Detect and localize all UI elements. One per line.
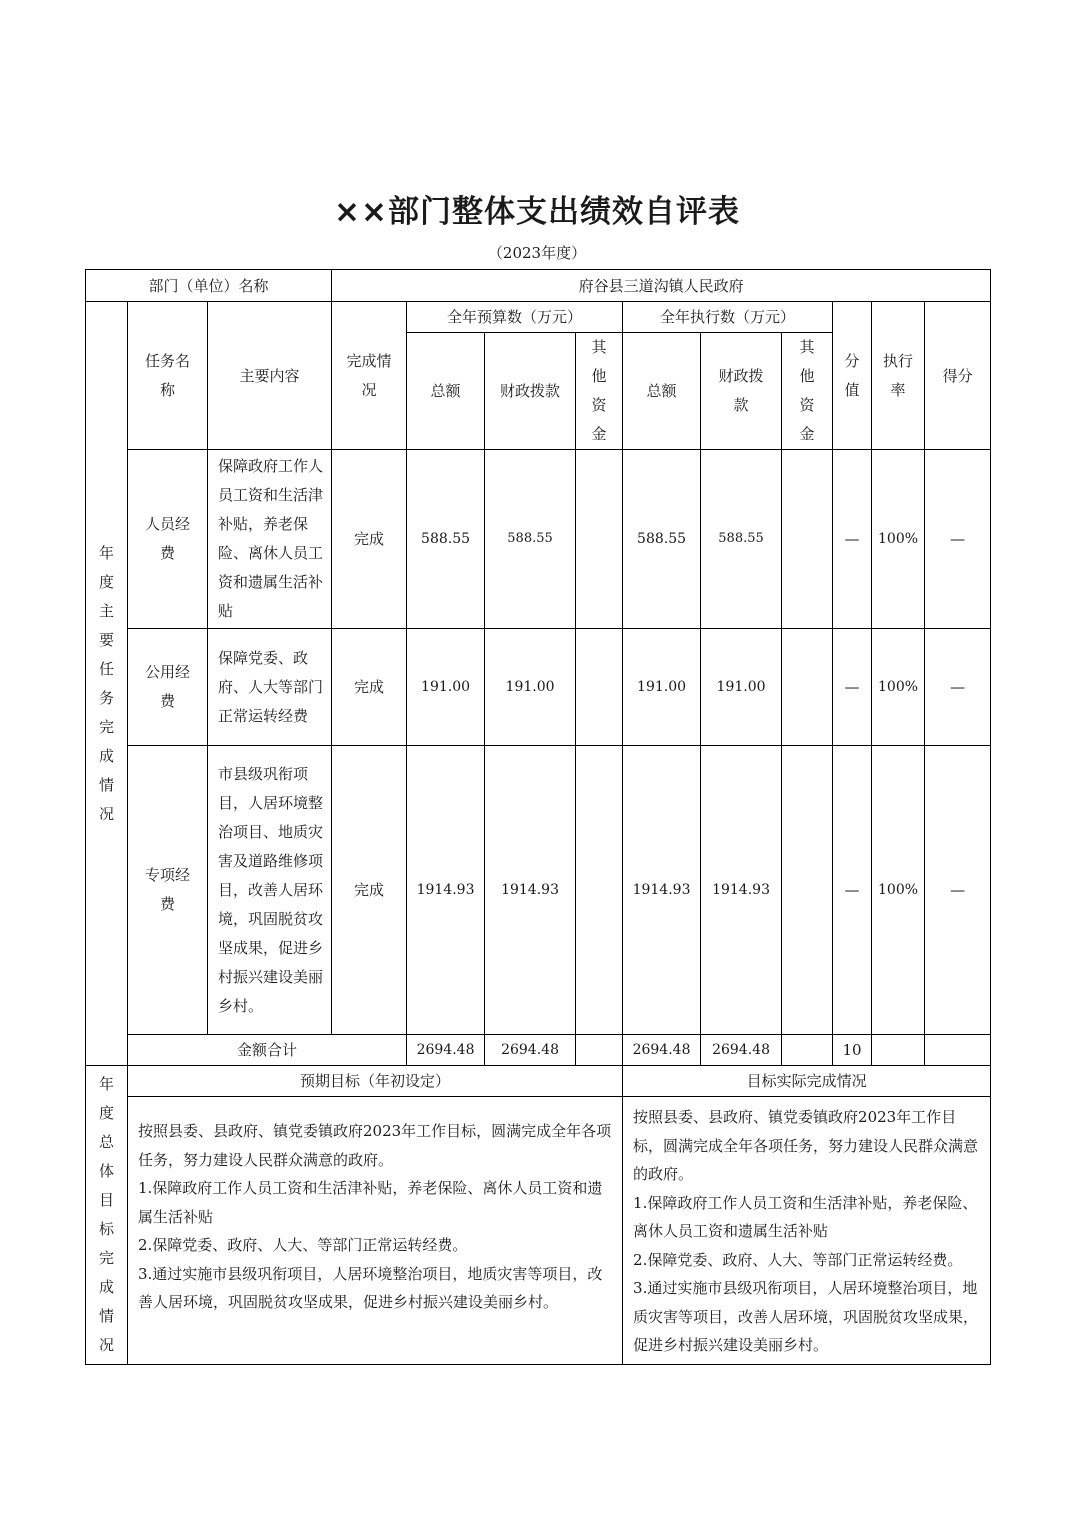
exec-total: 191.00	[623, 629, 701, 746]
exec-other	[782, 629, 833, 746]
total-exec-other	[782, 1035, 833, 1066]
budget-total: 588.55	[407, 450, 485, 629]
total-rate	[872, 1035, 925, 1066]
budget-fiscal: 191.00	[485, 629, 576, 746]
page-title: ××部门整体支出绩效自评表	[334, 194, 740, 230]
score-value: —	[833, 629, 872, 746]
total-budget-total: 2694.48	[407, 1035, 485, 1066]
section2-label-cell	[86, 1066, 128, 1365]
task-status: 完成	[332, 450, 407, 629]
header-row-1	[86, 302, 991, 333]
budget-other	[576, 450, 623, 629]
expected-goal-text: 按照县委、县政府、镇党委镇政府2023年工作目标，圆满完成全年各项任务，努力建设人民群众满意的政府。 1.保障政府工作人员工资和生活津补贴，养老保险、离休人员工资和遗属生活补贴 2.保障党委、政府、人大、等部门正常运转经费。 3.通过实施市县级巩衔项目，人居环境整治项目，地质灾害等项目，改善人居环境，巩固脱贫攻坚成果，促进乡村振兴建设美丽乡村。	[128, 1097, 623, 1365]
table-row	[86, 746, 991, 1035]
score: —	[925, 629, 991, 746]
exec-rate: 100%	[872, 746, 925, 1035]
exec-fiscal: 1914.93	[701, 746, 782, 1035]
table-row	[86, 629, 991, 746]
task-content: 市县级巩衔项目，人居环境整治项目、地质灾害及道路维修项目，改善人居环境，巩固脱贫攻坚成果，促进乡村振兴建设美丽乡村。	[208, 746, 332, 1035]
header-budget-total: 总额	[407, 333, 485, 450]
task-name: 人员经费	[128, 450, 208, 629]
budget-fiscal: 1914.93	[485, 746, 576, 1035]
header-task: 任务名称	[128, 302, 208, 450]
section1-label-cell	[86, 302, 128, 1066]
budget-fiscal: 588.55	[485, 450, 576, 629]
exec-rate: 100%	[872, 629, 925, 746]
score: —	[925, 746, 991, 1035]
goals-header-row	[86, 1066, 991, 1097]
expected-goal-header: 预期目标（年初设定）	[128, 1066, 623, 1097]
task-name: 公用经费	[128, 629, 208, 746]
total-budget-other	[576, 1035, 623, 1066]
evaluation-table	[85, 269, 991, 1365]
header-status: 完成情况	[332, 302, 407, 450]
actual-goal-header: 目标实际完成情况	[623, 1066, 991, 1097]
section1-label: 年度主要任务完成情况	[98, 543, 114, 823]
budget-other	[576, 629, 623, 746]
task-status: 完成	[332, 629, 407, 746]
header-exec-fiscal: 财政拨款	[701, 333, 782, 450]
exec-other	[782, 746, 833, 1035]
score-value: —	[833, 450, 872, 629]
header-rate: 执行率	[872, 302, 925, 450]
header-exec-group: 全年执行数（万元）	[623, 302, 833, 333]
exec-fiscal: 191.00	[701, 629, 782, 746]
task-status: 完成	[332, 746, 407, 1035]
budget-other	[576, 746, 623, 1035]
task-name: 专项经费	[128, 746, 208, 1035]
total-exec-total: 2694.48	[623, 1035, 701, 1066]
total-row	[86, 1035, 991, 1066]
actual-goal-text: 按照县委、县政府、镇党委镇政府2023年工作目标，圆满完成全年各项任务，努力建设人民群众满意的政府。 1.保障政府工作人员工资和生活津补贴，养老保险、离休人员工资和遗属生活补贴 2.保障党委、政府、人大、等部门正常运转经费。 3.通过实施市县级巩衔项目，人居环境整治项目，地质灾害等项目，改善人居环境，巩固脱贫攻坚成果，促进乡村振兴建设美丽乡村。	[623, 1097, 991, 1365]
header-score-value: 分值	[833, 302, 872, 450]
budget-total: 1914.93	[407, 746, 485, 1035]
task-content: 保障政府工作人员工资和生活津补贴，养老保险、离休人员工资和遗属生活补贴	[208, 450, 332, 629]
score-value: —	[833, 746, 872, 1035]
header-exec-other: 其他资金	[782, 333, 833, 450]
exec-total: 588.55	[623, 450, 701, 629]
header-exec-total: 总额	[623, 333, 701, 450]
header-score: 得分	[925, 302, 991, 450]
total-budget-fiscal: 2694.48	[485, 1035, 576, 1066]
budget-total: 191.00	[407, 629, 485, 746]
total-exec-fiscal: 2694.48	[701, 1035, 782, 1066]
table-row	[86, 450, 991, 629]
score: —	[925, 450, 991, 629]
dept-row	[86, 270, 991, 302]
task-content: 保障党委、政府、人大等部门正常运转经费	[208, 629, 332, 746]
exec-total: 1914.93	[623, 746, 701, 1035]
total-score-value: 10	[833, 1035, 872, 1066]
report-year: （2023年度）	[487, 244, 587, 262]
header-content: 主要内容	[208, 302, 332, 450]
exec-other	[782, 450, 833, 629]
total-score	[925, 1035, 991, 1066]
exec-fiscal: 588.55	[701, 450, 782, 629]
section2-label: 年度总体目标完成情况	[98, 1074, 114, 1354]
header-budget-group: 全年预算数（万元）	[407, 302, 623, 333]
goals-content-row	[86, 1097, 991, 1365]
header-budget-other: 其他资金	[576, 333, 623, 450]
dept-value: 府谷县三道沟镇人民政府	[332, 270, 991, 302]
dept-label: 部门（单位）名称	[86, 270, 332, 302]
total-label: 金额合计	[128, 1035, 407, 1066]
exec-rate: 100%	[872, 450, 925, 629]
header-budget-fiscal: 财政拨款	[485, 333, 576, 450]
